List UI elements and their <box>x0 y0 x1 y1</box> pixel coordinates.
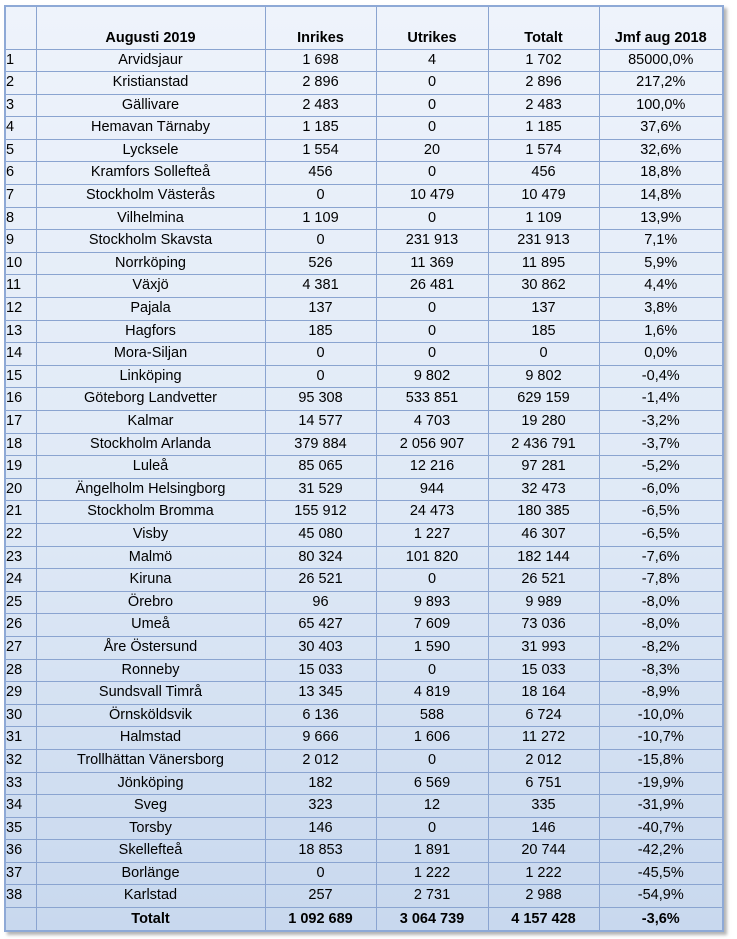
row-index: 29 <box>5 682 36 705</box>
totalt-value: 456 <box>488 162 599 185</box>
totalt-value: 19 280 <box>488 411 599 434</box>
inrikes-value: 4 381 <box>265 275 376 298</box>
inrikes-value: 2 896 <box>265 72 376 95</box>
row-index: 32 <box>5 749 36 772</box>
jmf-value: 3,8% <box>599 298 723 321</box>
table-row <box>5 840 723 863</box>
airport-name: Kristianstad <box>36 72 265 95</box>
airport-name: Ronneby <box>36 659 265 682</box>
header-inrikes: Inrikes <box>265 6 376 49</box>
table-row <box>5 207 723 230</box>
total-jmf: -3,6% <box>599 908 723 932</box>
airport-name: Halmstad <box>36 727 265 750</box>
table-row <box>5 72 723 95</box>
airport-name: Hagfors <box>36 320 265 343</box>
row-index: 18 <box>5 433 36 456</box>
inrikes-value: 2 483 <box>265 94 376 117</box>
table-row <box>5 252 723 275</box>
jmf-value: 5,9% <box>599 252 723 275</box>
utrikes-value: 0 <box>376 207 488 230</box>
utrikes-value: 2 056 907 <box>376 433 488 456</box>
inrikes-value: 257 <box>265 885 376 908</box>
jmf-value: 13,9% <box>599 207 723 230</box>
row-index: 12 <box>5 298 36 321</box>
utrikes-value: 1 227 <box>376 523 488 546</box>
totalt-value: 231 913 <box>488 230 599 253</box>
row-index: 17 <box>5 411 36 434</box>
utrikes-value: 0 <box>376 569 488 592</box>
jmf-value: -8,2% <box>599 636 723 659</box>
row-index: 33 <box>5 772 36 795</box>
utrikes-value: 1 590 <box>376 636 488 659</box>
utrikes-value: 4 819 <box>376 682 488 705</box>
airport-name: Mora-Siljan <box>36 343 265 366</box>
row-index: 31 <box>5 727 36 750</box>
jmf-value: -8,9% <box>599 682 723 705</box>
row-index: 22 <box>5 523 36 546</box>
inrikes-value: 0 <box>265 365 376 388</box>
jmf-value: 4,4% <box>599 275 723 298</box>
totalt-value: 26 521 <box>488 569 599 592</box>
airport-name: Umeå <box>36 614 265 637</box>
totalt-value: 137 <box>488 298 599 321</box>
table-row <box>5 343 723 366</box>
header-index <box>5 6 36 49</box>
inrikes-value: 182 <box>265 772 376 795</box>
table-row <box>5 298 723 321</box>
utrikes-value: 1 606 <box>376 727 488 750</box>
inrikes-value: 0 <box>265 862 376 885</box>
jmf-value: -10,7% <box>599 727 723 750</box>
row-index: 21 <box>5 501 36 524</box>
table-row <box>5 817 723 840</box>
utrikes-value: 944 <box>376 478 488 501</box>
table-row <box>5 478 723 501</box>
totalt-value: 2 988 <box>488 885 599 908</box>
inrikes-value: 26 521 <box>265 569 376 592</box>
totalt-value: 0 <box>488 343 599 366</box>
utrikes-value: 10 479 <box>376 185 488 208</box>
airport-name: Pajala <box>36 298 265 321</box>
jmf-value: -7,8% <box>599 569 723 592</box>
jmf-value: -8,0% <box>599 591 723 614</box>
totalt-value: 1 222 <box>488 862 599 885</box>
table-row <box>5 49 723 72</box>
inrikes-value: 45 080 <box>265 523 376 546</box>
airport-name: Göteborg Landvetter <box>36 388 265 411</box>
totalt-value: 97 281 <box>488 456 599 479</box>
utrikes-value: 0 <box>376 162 488 185</box>
jmf-value: -5,2% <box>599 456 723 479</box>
row-index: 4 <box>5 117 36 140</box>
jmf-value: -1,4% <box>599 388 723 411</box>
totalt-value: 18 164 <box>488 682 599 705</box>
table-row <box>5 320 723 343</box>
total-row <box>5 908 723 932</box>
row-index: 27 <box>5 636 36 659</box>
utrikes-value: 588 <box>376 704 488 727</box>
jmf-value: -54,9% <box>599 885 723 908</box>
utrikes-value: 231 913 <box>376 230 488 253</box>
inrikes-value: 13 345 <box>265 682 376 705</box>
totalt-value: 1 702 <box>488 49 599 72</box>
row-index: 19 <box>5 456 36 479</box>
airport-name: Örnsköldsvik <box>36 704 265 727</box>
inrikes-value: 526 <box>265 252 376 275</box>
airport-name: Sveg <box>36 795 265 818</box>
inrikes-value: 1 185 <box>265 117 376 140</box>
inrikes-value: 96 <box>265 591 376 614</box>
inrikes-value: 146 <box>265 817 376 840</box>
table-footer <box>5 908 723 932</box>
inrikes-value: 1 109 <box>265 207 376 230</box>
jmf-value: -6,5% <box>599 523 723 546</box>
inrikes-value: 15 033 <box>265 659 376 682</box>
totalt-value: 2 436 791 <box>488 433 599 456</box>
row-index: 35 <box>5 817 36 840</box>
table-row <box>5 614 723 637</box>
row-index: 37 <box>5 862 36 885</box>
airport-name: Linköping <box>36 365 265 388</box>
row-index: 6 <box>5 162 36 185</box>
jmf-value: 18,8% <box>599 162 723 185</box>
table-row <box>5 546 723 569</box>
row-index: 11 <box>5 275 36 298</box>
row-index: 14 <box>5 343 36 366</box>
utrikes-value: 9 893 <box>376 591 488 614</box>
jmf-value: -7,6% <box>599 546 723 569</box>
row-index: 1 <box>5 49 36 72</box>
totalt-value: 1 109 <box>488 207 599 230</box>
row-index: 38 <box>5 885 36 908</box>
jmf-value: 100,0% <box>599 94 723 117</box>
total-totalt: 4 157 428 <box>488 908 599 932</box>
utrikes-value: 0 <box>376 817 488 840</box>
jmf-value: -15,8% <box>599 749 723 772</box>
header-totalt: Totalt <box>488 6 599 49</box>
jmf-value: 14,8% <box>599 185 723 208</box>
table-row <box>5 885 723 908</box>
inrikes-value: 1 554 <box>265 139 376 162</box>
total-inrikes: 1 092 689 <box>265 908 376 932</box>
table-header <box>5 6 723 49</box>
jmf-value: 1,6% <box>599 320 723 343</box>
airport-name: Kalmar <box>36 411 265 434</box>
jmf-value: -6,0% <box>599 478 723 501</box>
jmf-value: -31,9% <box>599 795 723 818</box>
table-row <box>5 749 723 772</box>
inrikes-value: 0 <box>265 230 376 253</box>
inrikes-value: 30 403 <box>265 636 376 659</box>
table-row <box>5 117 723 140</box>
airport-name: Kiruna <box>36 569 265 592</box>
airport-name: Stockholm Bromma <box>36 501 265 524</box>
airport-name: Skellefteå <box>36 840 265 863</box>
airport-name: Hemavan Tärnaby <box>36 117 265 140</box>
utrikes-value: 12 216 <box>376 456 488 479</box>
table-row <box>5 501 723 524</box>
airport-name: Kramfors Sollefteå <box>36 162 265 185</box>
totalt-value: 2 483 <box>488 94 599 117</box>
table-row <box>5 433 723 456</box>
row-index: 15 <box>5 365 36 388</box>
row-index: 28 <box>5 659 36 682</box>
table-row <box>5 682 723 705</box>
totalt-value: 2 012 <box>488 749 599 772</box>
inrikes-value: 31 529 <box>265 478 376 501</box>
jmf-value: -0,4% <box>599 365 723 388</box>
utrikes-value: 26 481 <box>376 275 488 298</box>
inrikes-value: 9 666 <box>265 727 376 750</box>
utrikes-value: 2 731 <box>376 885 488 908</box>
inrikes-value: 18 853 <box>265 840 376 863</box>
row-index: 34 <box>5 795 36 818</box>
jmf-value: -6,5% <box>599 501 723 524</box>
inrikes-value: 14 577 <box>265 411 376 434</box>
utrikes-value: 20 <box>376 139 488 162</box>
total-utrikes: 3 064 739 <box>376 908 488 932</box>
row-index: 36 <box>5 840 36 863</box>
utrikes-value: 6 569 <box>376 772 488 795</box>
airport-name: Borlänge <box>36 862 265 885</box>
utrikes-value: 1 222 <box>376 862 488 885</box>
airport-name: Stockholm Arlanda <box>36 433 265 456</box>
airport-name: Jönköping <box>36 772 265 795</box>
row-index: 5 <box>5 139 36 162</box>
total-label: Totalt <box>36 908 265 932</box>
airport-name: Stockholm Västerås <box>36 185 265 208</box>
airport-name: Luleå <box>36 456 265 479</box>
jmf-value: -19,9% <box>599 772 723 795</box>
totalt-value: 2 896 <box>488 72 599 95</box>
totalt-value: 6 724 <box>488 704 599 727</box>
row-index: 8 <box>5 207 36 230</box>
totalt-value: 10 479 <box>488 185 599 208</box>
table-row <box>5 862 723 885</box>
utrikes-value: 0 <box>376 298 488 321</box>
table-row <box>5 772 723 795</box>
row-index: 9 <box>5 230 36 253</box>
utrikes-value: 0 <box>376 94 488 117</box>
row-index: 10 <box>5 252 36 275</box>
header-row <box>5 6 723 49</box>
airport-name: Torsby <box>36 817 265 840</box>
table-row <box>5 727 723 750</box>
totalt-value: 20 744 <box>488 840 599 863</box>
header-utrikes: Utrikes <box>376 6 488 49</box>
inrikes-value: 95 308 <box>265 388 376 411</box>
jmf-value: -3,2% <box>599 411 723 434</box>
inrikes-value: 2 012 <box>265 749 376 772</box>
totalt-value: 9 989 <box>488 591 599 614</box>
inrikes-value: 323 <box>265 795 376 818</box>
row-index: 16 <box>5 388 36 411</box>
jmf-value: -8,3% <box>599 659 723 682</box>
airport-name: Visby <box>36 523 265 546</box>
row-index: 2 <box>5 72 36 95</box>
row-index: 13 <box>5 320 36 343</box>
airport-name: Stockholm Skavsta <box>36 230 265 253</box>
row-index: 3 <box>5 94 36 117</box>
totalt-value: 9 802 <box>488 365 599 388</box>
inrikes-value: 137 <box>265 298 376 321</box>
jmf-value: 37,6% <box>599 117 723 140</box>
utrikes-value: 533 851 <box>376 388 488 411</box>
utrikes-value: 0 <box>376 343 488 366</box>
table-row <box>5 795 723 818</box>
inrikes-value: 456 <box>265 162 376 185</box>
inrikes-value: 0 <box>265 185 376 208</box>
utrikes-value: 101 820 <box>376 546 488 569</box>
table-row <box>5 704 723 727</box>
inrikes-value: 379 884 <box>265 433 376 456</box>
utrikes-value: 0 <box>376 117 488 140</box>
airport-name: Arvidsjaur <box>36 49 265 72</box>
airport-name: Växjö <box>36 275 265 298</box>
totalt-value: 335 <box>488 795 599 818</box>
totalt-value: 32 473 <box>488 478 599 501</box>
airport-name: Örebro <box>36 591 265 614</box>
totalt-value: 1 185 <box>488 117 599 140</box>
airport-name: Gällivare <box>36 94 265 117</box>
airport-name: Ängelholm Helsingborg <box>36 478 265 501</box>
utrikes-value: 0 <box>376 659 488 682</box>
header-jmf: Jmf aug 2018 <box>599 6 723 49</box>
inrikes-value: 1 698 <box>265 49 376 72</box>
jmf-value: -8,0% <box>599 614 723 637</box>
table-row <box>5 230 723 253</box>
airport-name: Malmö <box>36 546 265 569</box>
row-index: 23 <box>5 546 36 569</box>
utrikes-value: 11 369 <box>376 252 488 275</box>
utrikes-value: 9 802 <box>376 365 488 388</box>
totalt-value: 30 862 <box>488 275 599 298</box>
utrikes-value: 24 473 <box>376 501 488 524</box>
table-row <box>5 591 723 614</box>
totalt-value: 46 307 <box>488 523 599 546</box>
totalt-value: 73 036 <box>488 614 599 637</box>
table-row <box>5 162 723 185</box>
totalt-value: 182 144 <box>488 546 599 569</box>
totalt-value: 15 033 <box>488 659 599 682</box>
table-body <box>5 49 723 908</box>
jmf-value: 0,0% <box>599 343 723 366</box>
airport-name: Sundsvall Timrå <box>36 682 265 705</box>
table-row <box>5 569 723 592</box>
inrikes-value: 155 912 <box>265 501 376 524</box>
totalt-value: 6 751 <box>488 772 599 795</box>
utrikes-value: 1 891 <box>376 840 488 863</box>
jmf-value: -10,0% <box>599 704 723 727</box>
totalt-value: 11 895 <box>488 252 599 275</box>
row-index: 20 <box>5 478 36 501</box>
header-period: Augusti 2019 <box>36 6 265 49</box>
table-row <box>5 659 723 682</box>
table-row <box>5 94 723 117</box>
table-row <box>5 388 723 411</box>
jmf-value: 32,6% <box>599 139 723 162</box>
totalt-value: 31 993 <box>488 636 599 659</box>
totalt-value: 180 385 <box>488 501 599 524</box>
jmf-value: -40,7% <box>599 817 723 840</box>
inrikes-value: 65 427 <box>265 614 376 637</box>
table-row <box>5 411 723 434</box>
airport-name: Norrköping <box>36 252 265 275</box>
inrikes-value: 80 324 <box>265 546 376 569</box>
totalt-value: 11 272 <box>488 727 599 750</box>
row-index: 25 <box>5 591 36 614</box>
table-row <box>5 275 723 298</box>
airport-name: Lycksele <box>36 139 265 162</box>
row-index: 24 <box>5 569 36 592</box>
row-index: 7 <box>5 185 36 208</box>
inrikes-value: 0 <box>265 343 376 366</box>
totalt-value: 185 <box>488 320 599 343</box>
utrikes-value: 0 <box>376 72 488 95</box>
jmf-value: -3,7% <box>599 433 723 456</box>
utrikes-value: 0 <box>376 749 488 772</box>
jmf-value: 217,2% <box>599 72 723 95</box>
airport-name: Karlstad <box>36 885 265 908</box>
airport-passenger-table <box>4 5 724 932</box>
row-index: 30 <box>5 704 36 727</box>
inrikes-value: 85 065 <box>265 456 376 479</box>
totalt-value: 1 574 <box>488 139 599 162</box>
utrikes-value: 4 703 <box>376 411 488 434</box>
table-row <box>5 523 723 546</box>
utrikes-value: 0 <box>376 320 488 343</box>
airport-name: Trollhättan Vänersborg <box>36 749 265 772</box>
jmf-value: -45,5% <box>599 862 723 885</box>
inrikes-value: 185 <box>265 320 376 343</box>
table-row <box>5 185 723 208</box>
totalt-value: 146 <box>488 817 599 840</box>
airport-name: Åre Östersund <box>36 636 265 659</box>
table-row <box>5 365 723 388</box>
row-index: 26 <box>5 614 36 637</box>
table-row <box>5 139 723 162</box>
total-index <box>5 908 36 932</box>
airport-name: Vilhelmina <box>36 207 265 230</box>
totalt-value: 629 159 <box>488 388 599 411</box>
table-row <box>5 636 723 659</box>
utrikes-value: 4 <box>376 49 488 72</box>
jmf-value: -42,2% <box>599 840 723 863</box>
jmf-value: 85000,0% <box>599 49 723 72</box>
utrikes-value: 12 <box>376 795 488 818</box>
utrikes-value: 7 609 <box>376 614 488 637</box>
jmf-value: 7,1% <box>599 230 723 253</box>
inrikes-value: 6 136 <box>265 704 376 727</box>
table-row <box>5 456 723 479</box>
